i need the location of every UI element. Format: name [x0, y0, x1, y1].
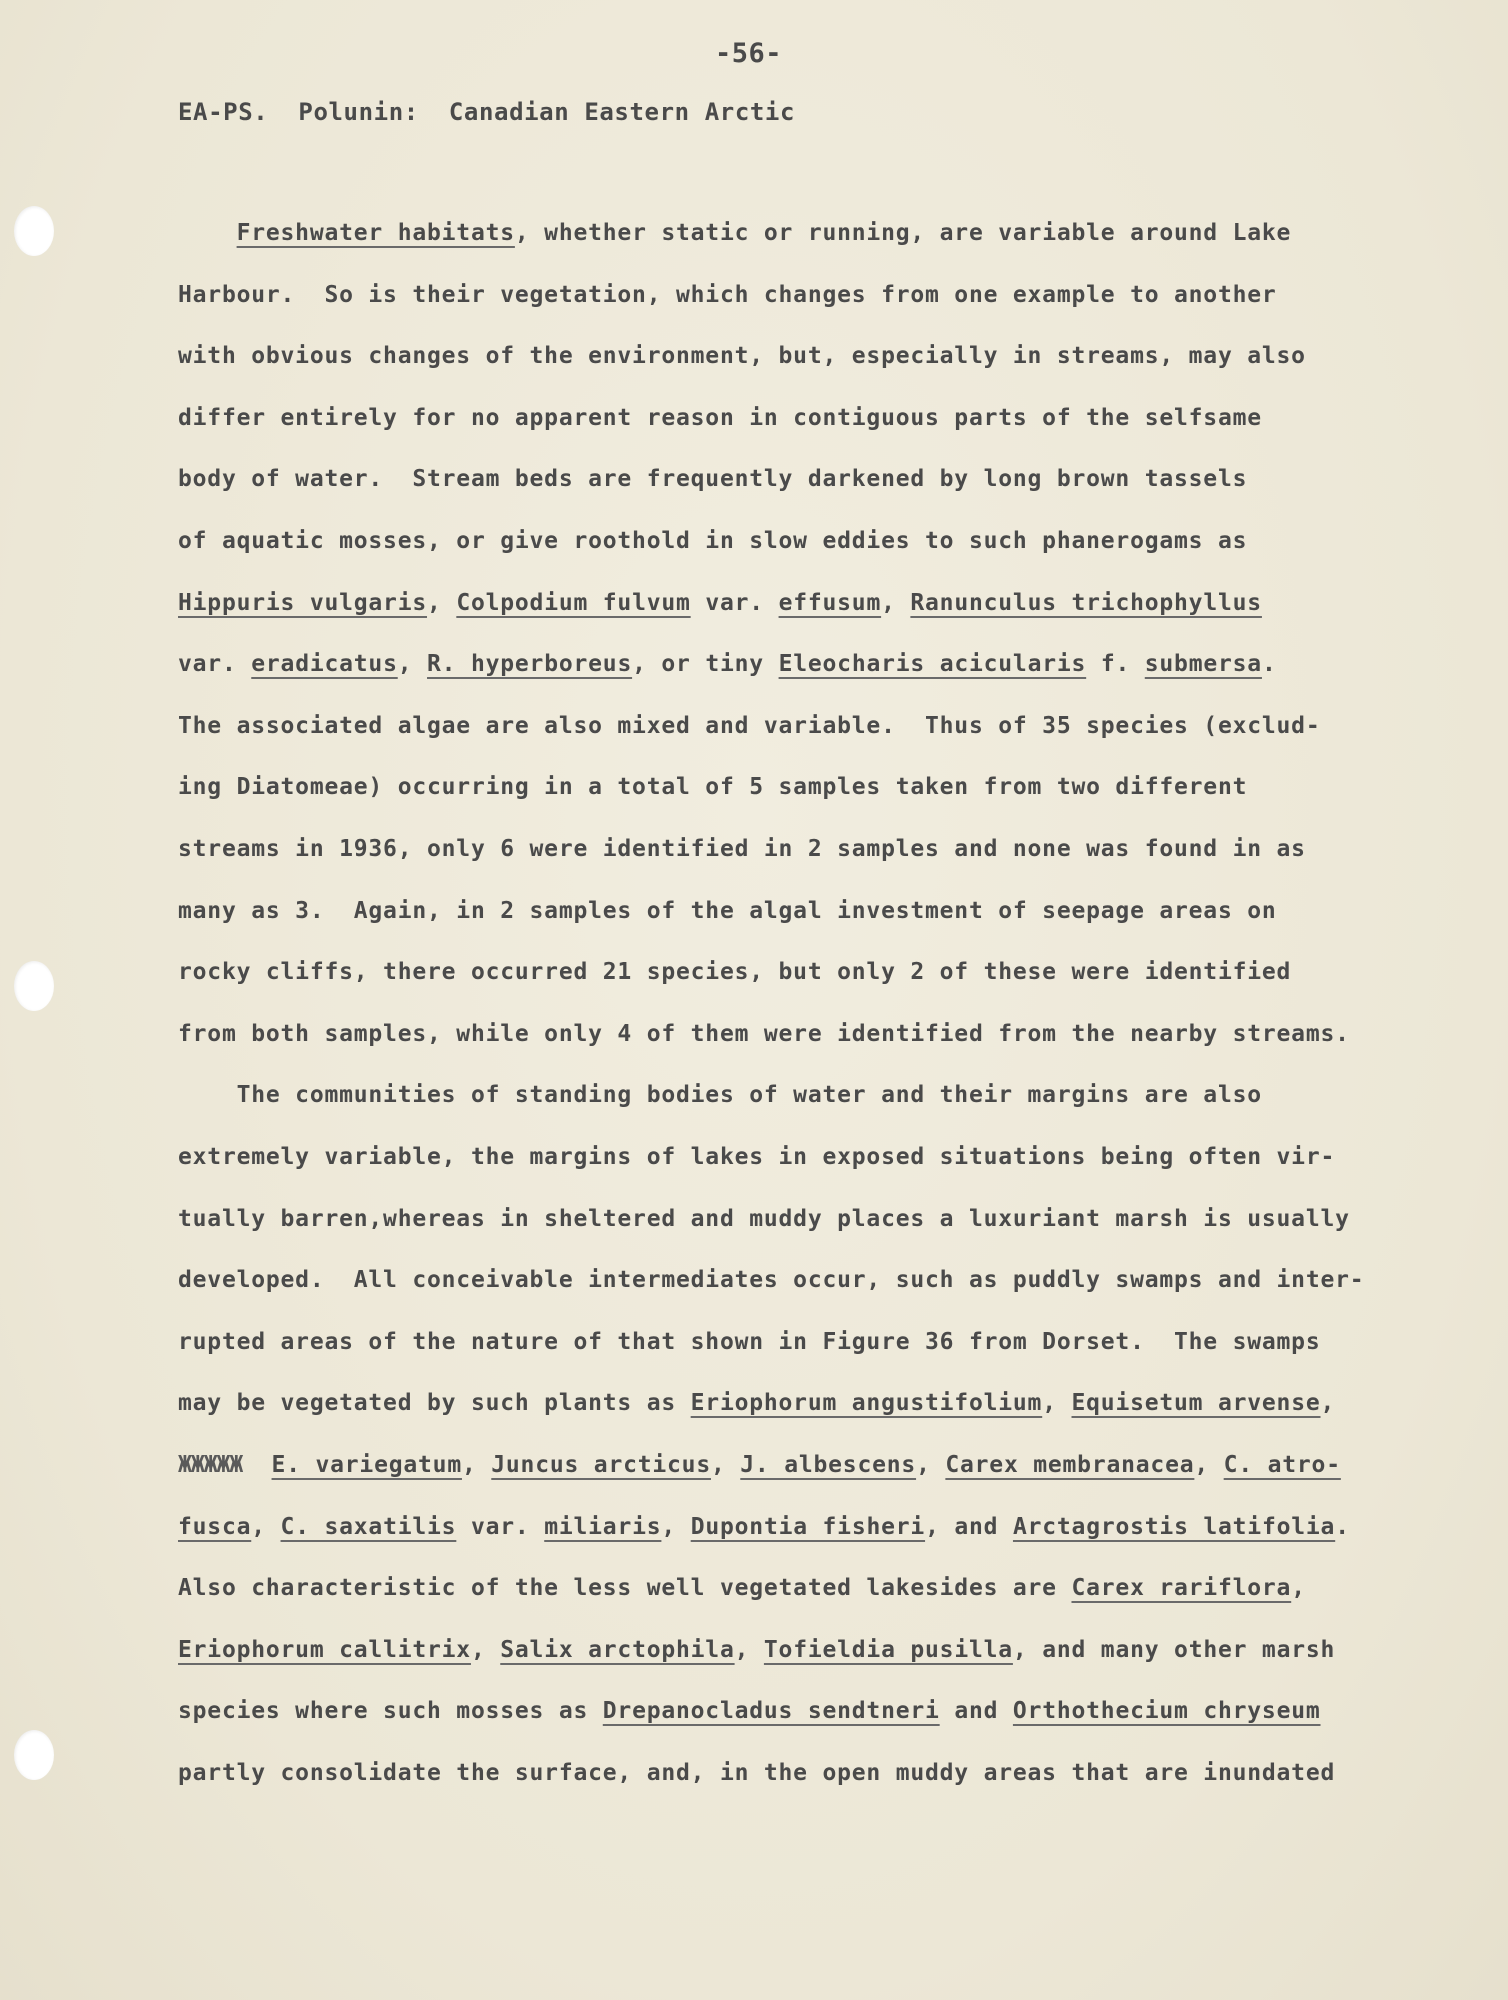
text-line: [178, 957, 1291, 987]
text-line: [178, 1142, 1335, 1172]
text-run: extremely variable, the margins of lakes in exposed situations being often vir-: [178, 1144, 1336, 1170]
text-line: [178, 1696, 1321, 1726]
text-run: with obvious changes of the environment, but, especially in streams, may also: [178, 343, 1306, 369]
text-run: , whether static or running, are variable around Lake: [514, 220, 1292, 246]
text-line: [178, 403, 1262, 433]
text-run: [242, 1452, 271, 1478]
text-run: ,: [427, 590, 457, 616]
text-line: [178, 649, 1277, 679]
text-run: and: [939, 1698, 1013, 1724]
underlined-term: Arctagrostis latifolia: [1012, 1514, 1336, 1540]
text-run: ,: [1042, 1390, 1072, 1416]
text-run: The communities of standing bodies of water and their margins are also: [178, 1082, 1262, 1108]
punch-hole-top: [14, 206, 54, 256]
text-run: tually barren,whereas in sheltered and muddy places a luxuriant marsh is usually: [178, 1206, 1350, 1232]
text-line: [178, 1635, 1335, 1665]
text-run: ,: [1291, 1575, 1306, 1601]
text-run: ,: [661, 1514, 691, 1540]
underlined-term: effusum: [778, 590, 882, 616]
text-run: Harbour. So is their vegetation, which changes from one example to another: [178, 282, 1277, 308]
underlined-term: Salix arctophila: [500, 1637, 735, 1663]
text-line: [178, 1450, 1341, 1480]
underlined-term: J. albescens: [740, 1452, 917, 1478]
text-run: ,: [251, 1514, 281, 1540]
text-line: [178, 711, 1320, 741]
underlined-term: C. saxatilis: [280, 1514, 457, 1540]
text-run: [178, 220, 237, 246]
text-run: streams in 1936, only 6 were identified in 2 samples and none was found in as: [178, 836, 1306, 862]
underlined-term: Ranunculus trichophyllus: [910, 590, 1262, 616]
punch-hole-middle: [14, 961, 54, 1011]
underlined-term: Eleocharis acicularis: [778, 651, 1087, 677]
text-run: ,: [916, 1452, 946, 1478]
text-line: [178, 588, 1262, 618]
running-header: EA-PS. Polunin: Canadian Eastern Arctic: [178, 98, 796, 126]
text-run: , and many other marsh: [1012, 1637, 1336, 1663]
text-run: The associated algae are also mixed and variable. Thus of 35 species (exclud-: [178, 713, 1321, 739]
underlined-term: Drepanocladus sendtneri: [602, 1698, 940, 1724]
text-run: body of water. Stream beds are frequently darkened by long brown tassels: [178, 466, 1248, 492]
text-run: species where such mosses as: [178, 1698, 603, 1724]
text-line: [178, 218, 1291, 248]
text-run: many as 3. Again, in 2 samples of the algal investment of seepage areas on: [178, 898, 1277, 924]
text-line: [178, 464, 1247, 494]
text-run: ,: [461, 1452, 492, 1478]
underlined-term: Colpodium fulvum: [456, 590, 691, 616]
text-run: f.: [1086, 651, 1145, 677]
text-run: ing Diatomeae) occurring in a total of 5 samples taken from two different: [178, 774, 1248, 800]
text-run: ,: [881, 590, 911, 616]
text-run: partly consolidate the surface, and, in the open muddy areas that are inundated: [178, 1760, 1336, 1786]
underlined-term: Juncus arcticus: [491, 1452, 711, 1478]
text-line: [178, 280, 1277, 310]
underlined-term: fusca: [178, 1514, 252, 1540]
text-run: var.: [456, 1514, 545, 1540]
underlined-term: miliaris: [544, 1514, 662, 1540]
text-line: [178, 1265, 1364, 1295]
text-line: [178, 834, 1306, 864]
underlined-term: eradicatus: [251, 651, 398, 677]
text-run: ,: [1320, 1390, 1336, 1416]
text-run: rocky cliffs, there occurred 21 species, but only 2 of these were identified: [178, 959, 1292, 985]
underlined-term: Eriophorum callitrix: [178, 1637, 471, 1663]
text-run: .: [1261, 651, 1277, 677]
text-line: [178, 1573, 1306, 1603]
punch-hole-bottom: [14, 1730, 54, 1780]
text-run: from both samples, while only 4 of them were identified from the nearby streams.: [178, 1021, 1350, 1047]
text-run: of aquatic mosses, or give roothold in slow eddies to such phanerogams as: [178, 528, 1248, 554]
text-line: [178, 1327, 1320, 1357]
text-run: , and: [925, 1514, 1013, 1540]
text-run: developed. All conceivable intermediates occur, such as puddly swamps and inter-: [178, 1267, 1365, 1293]
text-run: , or tiny: [632, 651, 779, 677]
text-line: [178, 1080, 1262, 1110]
underlined-term: Freshwater habitats: [236, 220, 515, 246]
text-line: [178, 1019, 1350, 1049]
text-line: [178, 526, 1247, 556]
text-line: [178, 1758, 1335, 1788]
text-line: [178, 1388, 1335, 1418]
underlined-term: Dupontia fisheri: [690, 1514, 926, 1540]
underlined-term: submersa: [1144, 651, 1262, 677]
text-run: differ entirely for no apparent reason in contiguous parts of the selfsame: [178, 405, 1262, 431]
underlined-term: C. atro-: [1223, 1452, 1341, 1478]
text-run: may be vegetated by such plants as: [178, 1390, 691, 1416]
text-line: [178, 896, 1277, 926]
underlined-term: R. hyperboreus: [427, 651, 633, 677]
text-run: rupted areas of the nature of that shown in Figure 36 from Dorset. The swamps: [178, 1329, 1321, 1355]
text-line: [178, 1512, 1350, 1542]
text-line: [178, 772, 1247, 802]
underlined-term: Tofieldia pusilla: [763, 1637, 1013, 1663]
underlined-term: Orthothecium chryseum: [1012, 1698, 1321, 1724]
underlined-term: Carex rariflora: [1071, 1575, 1292, 1601]
text-run: var.: [178, 651, 252, 677]
text-run: ,: [1194, 1452, 1224, 1478]
underlined-term: Eriophorum angustifolium: [690, 1390, 1043, 1416]
page-number: -56-: [715, 38, 783, 69]
text-run: Also characteristic of the less well vegetated lakesides are: [178, 1575, 1072, 1601]
text-run: ,: [734, 1637, 764, 1663]
underlined-term: Equisetum arvense: [1071, 1390, 1321, 1416]
text-run: ,: [397, 651, 428, 677]
underlined-term: Carex membranacea: [945, 1452, 1195, 1478]
underlined-term: Hippuris vulgaris: [178, 590, 428, 616]
text-line: [178, 1204, 1350, 1234]
text-run: var.: [690, 590, 779, 616]
underlined-term: E. variegatum: [271, 1452, 462, 1478]
struck-out-text: ЖЖЖЖЖ: [178, 1452, 243, 1478]
text-run: ,: [470, 1637, 501, 1663]
text-run: .: [1335, 1514, 1350, 1540]
text-run: ,: [710, 1452, 741, 1478]
text-line: [178, 341, 1306, 371]
